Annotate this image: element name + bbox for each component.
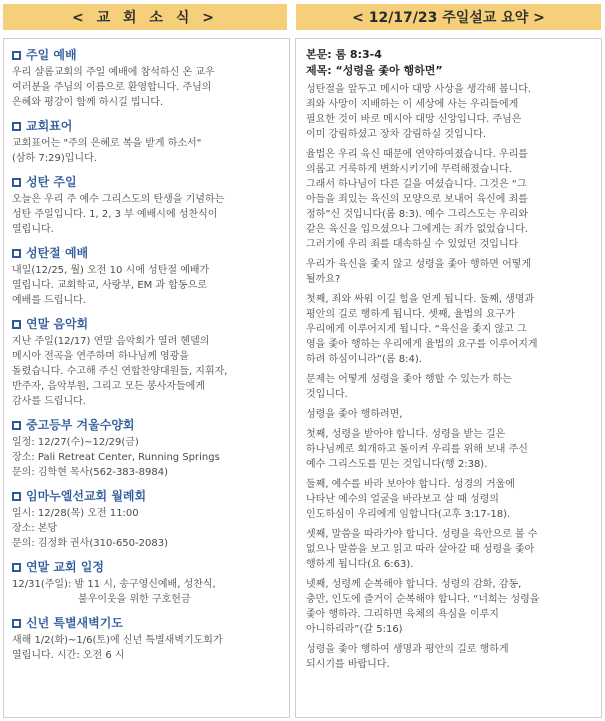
news-section-title: 연말 교회 일정 [26,560,104,574]
sermon-paragraph: 넷째, 성령께 순복해야 합니다. 성령의 감화, 감동, 충만, 인도에 즐거이 순복해야 합니다. “너희는 성령을 좇아 행하라. 그리하면 육체의 욕심을 이루지 아니하리라”(갈 5:16) [306,579,540,635]
news-section-body [12,633,283,663]
news-section-heading [12,417,283,434]
square-bullet-icon [12,320,21,329]
news-section [12,559,283,607]
news-header-title: < 교 회 소 식 > [72,10,218,26]
news-section-heading [12,174,283,191]
news-section [12,47,283,110]
news-line: 성탄 주일입니다. 1, 2, 3 부 예배시에 성찬식이 [12,209,218,220]
news-section [12,245,283,308]
news-section-heading [12,316,283,333]
news-header-banner [3,4,287,30]
sermon-paragraph: 성령을 좇아 행하여 생명과 평안의 길로 행하게 되시기를 바랍니다. [306,644,509,670]
news-list [12,47,283,663]
news-section-title: 성탄절 예배 [26,246,89,260]
news-section-title: 임마누엘선교회 월례회 [26,489,147,503]
news-section [12,417,283,480]
sermon-header-banner [296,4,601,30]
news-section-body [12,435,283,480]
news-section-title: 교회표어 [26,119,73,133]
news-section [12,174,283,237]
news-section-body [12,136,283,166]
news-line: 메시아 전곡을 연주하며 하나님께 영광을 [12,351,189,362]
sermon-summary-column [295,38,602,718]
news-line: 돌렸습니다. 수고해 주신 연합찬양대원들, 지휘자, [12,366,228,377]
sermon-paragraph: 율법은 우리 육신 때문에 연약하여졌습니다. 우리를 의롭고 거룩하게 변화시키기에 무력해졌습니다. 그래서 하나님이 다른 길을 여셨습니다. 그것은 “그 아들을 죄있는 육신의 모양으로 보내어 육신에 죄를 정하”신 것입니다(롬 8:3). 예수 그리스도는 우리와 같은 육신을 입으셨으나 그에게는 죄가 없었습니다. 그러기에 우리 죄를 대속하실 수 있었던 것입니다 [306,149,529,250]
news-line: 열립니다. 시간: 오전 6 시 [12,650,125,661]
news-section-body [12,192,283,237]
news-line: 문의: 김정화 권사(310-650-2083) [12,538,168,549]
news-line: 장소: Pali Retreat Center, Running Springs [12,452,220,463]
news-line: 교회표어는 "주의 은혜로 복을 받게 하소서" [12,138,202,149]
news-section-title: 연말 음악회 [26,317,89,331]
news-section [12,118,283,166]
news-line: 오늘은 우리 주 예수 그리스도의 탄생을 기념하는 [12,194,225,205]
square-bullet-icon [12,421,21,430]
news-line: 지난 주일(12/17) 연말 음악회가 열려 헨델의 [12,336,210,347]
news-line: 불우이웃을 위한 구호헌금 [78,594,191,605]
news-section-body [12,65,283,110]
sermon-header-title: < 12/17/23 주일설교 요약 > [352,10,545,26]
sermon-paragraph: 셋째, 말씀을 따라가야 합니다. 성령을 육안으로 볼 수 없으나 말씀을 보고 읽고 따라 살아갈 때 성령을 좇아 행하게 됩니다(요 6:63). [306,529,538,570]
news-line: 장소: 본당 [12,523,58,534]
news-line: 반주자, 음악부원, 그리고 모든 봉사자들에게 [12,381,205,392]
news-section-heading [12,245,283,262]
news-line: 감사를 드립니다. [12,396,86,407]
news-line: 여러분을 주님의 이름으로 환영합니다. 주님의 [12,82,212,93]
news-section-heading [12,615,283,632]
square-bullet-icon [12,563,21,572]
news-line: 12/31(주일): 밤 11 시, 송구영신예배, 성찬식, [12,579,216,590]
sermon-paragraph: 우리가 육신을 좇지 않고 성령을 좇아 행하면 어떻게 될까요? [306,259,532,285]
square-bullet-icon [12,249,21,258]
sermon-paragraph: 성탄절을 앞두고 메시아 대망 사상을 생각해 봅니다. 죄와 사망이 지배하는 이 세상에 사는 우리들에게 필요한 것이 바로 메시아 대망 신앙입니다. 주님은 이미 강림하셨고 장차 강림하실 것입니다. [306,84,532,140]
news-section-title: 신년 특별새벽기도 [26,616,123,630]
news-section-body [12,334,283,409]
news-section-body [12,577,283,607]
news-section-body [12,263,283,308]
sermon-body [306,82,595,672]
news-section-heading [12,47,283,64]
sermon-paragraph: 성령을 좇아 행하려면, [306,409,403,420]
news-line: 예배를 드립니다. [12,295,86,306]
news-line: 문의: 김학현 목사(562-383-8984) [12,467,168,478]
sermon-paragraph: 첫째, 죄와 싸워 이길 힘을 얻게 됩니다. 둘째, 생명과 평안의 길로 행하게 됩니다. 셋째, 율법의 요구가 우리에게 이루어지게 됩니다. “육신을 좇지 않고 그 영을 좇아 행하는 우리에게 율법의 요구를 이루어지게 하려 하심이니라”(롬 8:4). [306,294,538,365]
square-bullet-icon [12,619,21,628]
square-bullet-icon [12,122,21,131]
sermon-paragraph: 첫째, 성령을 받아야 합니다. 성령을 받는 길은 하나님께로 회개하고 돌이켜 우리를 위해 보내 주신 예수 그리스도를 믿는 것입니다(행 2:38). [306,429,528,470]
news-section-title: 중고등부 겨울수양회 [26,418,135,432]
news-line: 내일(12/25, 월) 오전 10 시에 성탄절 예배가 [12,265,210,276]
news-line: 은혜와 평강이 함께 하시길 빕니다. [12,97,164,108]
news-line: 새해 1/2(화)~1/6(토)에 신년 특별새벽기도회가 [12,635,223,646]
sermon-title: 제목: “성령을 좇아 행하면” [306,64,443,77]
news-line: 일시: 12/28(목) 오전 11:00 [12,508,139,519]
news-line: 열립니다. 교회학교, 사랑부, EM 과 합동으로 [12,280,207,291]
news-line: 열립니다. [12,224,54,235]
news-section [12,316,283,409]
church-news-column [3,38,290,718]
news-line: (삼하 7:29)입니다. [12,153,97,164]
square-bullet-icon [12,51,21,60]
news-section-heading [12,559,283,576]
sermon-paragraph: 둘째, 예수를 바라 보아야 합니다. 성경의 거울에 나타난 예수의 얼굴을 바라보고 살 때 성령의 인도하심이 우리에게 임합니다(고후 3:17-18). [306,479,515,520]
news-section-title: 성탄 주일 [26,175,77,189]
news-line: 일정: 12/27(수)~12/29(금) [12,437,139,448]
sermon-scripture: 본문: 롬 8:3-4 [306,48,382,61]
square-bullet-icon [12,492,21,501]
news-section-title: 주일 예배 [26,48,77,62]
news-section [12,615,283,663]
news-section-heading [12,118,283,135]
news-line: 우리 샬롬교회의 주일 예배에 참석하신 온 교우 [12,67,215,78]
news-section [12,488,283,551]
news-section-heading [12,488,283,505]
news-section-body [12,506,283,551]
square-bullet-icon [12,178,21,187]
sermon-paragraph: 문제는 어떻게 성령을 좇아 행할 수 있는가 하는 것입니다. [306,374,512,400]
